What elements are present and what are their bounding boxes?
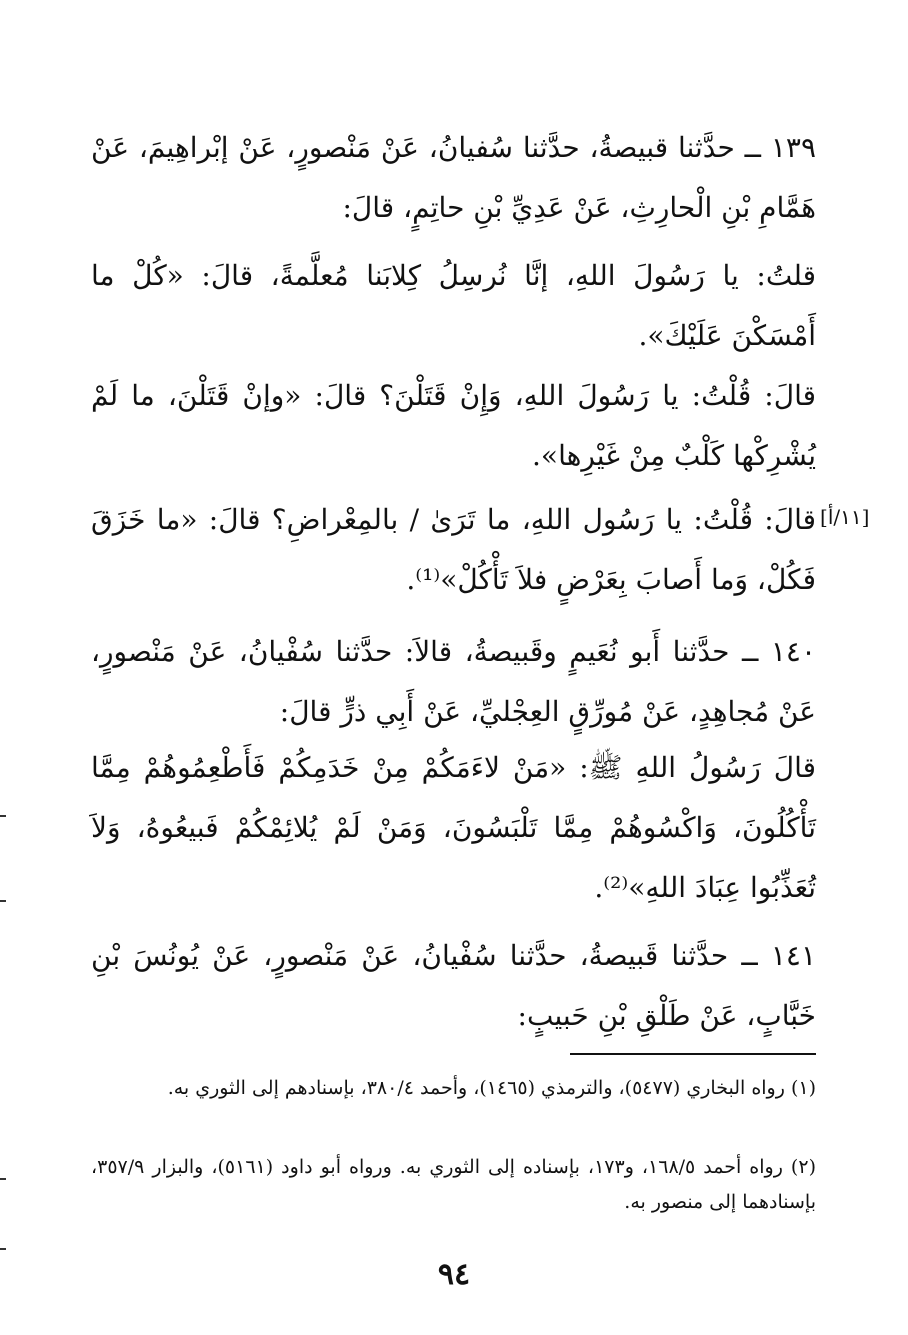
hadith-139-question-paragraph: قلتُ: يا رَسُولَ اللهِ، إنَّا نُرسِلُ كِلابَنا مُعلَّمةً، قالَ: «كُلْ ما أَمْسَكْنَ عَلَيْكَ». bbox=[91, 259, 816, 352]
hadith-141-paragraph: ١٤١ ــ حدَّثنا قَبيصةُ، حدَّثنا سُفْيانُ، عَنْ مَنْصورٍ، عَنْ يُونُسَ بْنِ خَبَّابٍ، عَنْ طَلْقِ بْنِ حَبيبٍ: bbox=[91, 939, 816, 1032]
scan-edge-mark bbox=[0, 900, 6, 902]
hadith-139-paragraph: ١٣٩ ــ حدَّثنا قبيصةُ، حدَّثنا سُفيانُ، عَنْ مَنْصورٍ، عَنْ إبْراهِيمَ، عَنْ هَمَّامِ بْنِ الْحارِثِ، عَنْ عَدِيِّ بْنِ حاتِمٍ، قالَ: bbox=[91, 131, 816, 224]
manuscript-folio-marker: [١١/أ] bbox=[820, 505, 870, 529]
page-number: ٩٤ bbox=[437, 1257, 471, 1292]
scan-edge-mark bbox=[0, 815, 6, 817]
hadith-140-text-paragraph: قالَ رَسُولُ اللهِ ﷺ: «مَنْ لاءَمَكُمْ مِنْ خَدَمِكُمْ فَأَطْعِمُوهُمْ مِمَّا تَأْكُلُونَ، وَاكْسُوهُمْ مِمَّا تَلْبَسُونَ، وَمَنْ لَمْ يُلائِمْكُمْ فَبيعُوهُ، وَلاَ تُعَذِّبُوا عِبَادَ اللهِ»⁽²⁾. bbox=[91, 751, 816, 904]
scan-edge-mark bbox=[0, 1178, 6, 1180]
hadith-139-followup-paragraph: قالَ: قُلْتُ: يا رَسُولَ اللهِ، وَإِنْ قَتَلْنَ؟ قالَ: «وإنْ قَتَلْنَ، ما لَمْ يُشْرِكْها كَلْبٌ مِنْ غَيْرِها». bbox=[91, 379, 816, 472]
footnote-1: (١) رواه البخاري (٥٤٧٧)، والترمذي (١٤٦٥)، وأحمد ٣٨٠/٤، بإسنادهم إلى الثوري به. bbox=[167, 1077, 816, 1099]
footnote-2: (٢) رواه أحمد ١٦٨/٥، و١٧٣، بإسناده إلى الثوري به. ورواه أبو داود (٥١٦١)، والبزار ٣٥٧/٩، بإسنادهما إلى منصور به. bbox=[91, 1156, 816, 1213]
footnote-separator bbox=[570, 1053, 816, 1055]
hadith-139-miraad-paragraph: قالَ: قُلْتُ: يا رَسُول اللهِ، ما تَرَىٰ / بالمِعْراضِ؟ قالَ: «ما خَزَقَ فَكُلْ، وَما أَصابَ بِعَرْضٍ فلاَ تَأْكُلْ»⁽¹⁾. bbox=[91, 503, 816, 596]
hadith-140-paragraph: ١٤٠ ــ حدَّثنا أَبو نُعَيمٍ وقَبيصةُ، قالاَ: حدَّثنا سُفْيانُ، عَنْ مَنْصورٍ، عَنْ مُجاهِدٍ، عَنْ مُورِّقٍ العِجْليِّ، عَنْ أَبِي ذرٍّ قالَ: bbox=[91, 635, 816, 728]
scan-edge-mark bbox=[0, 1248, 6, 1250]
